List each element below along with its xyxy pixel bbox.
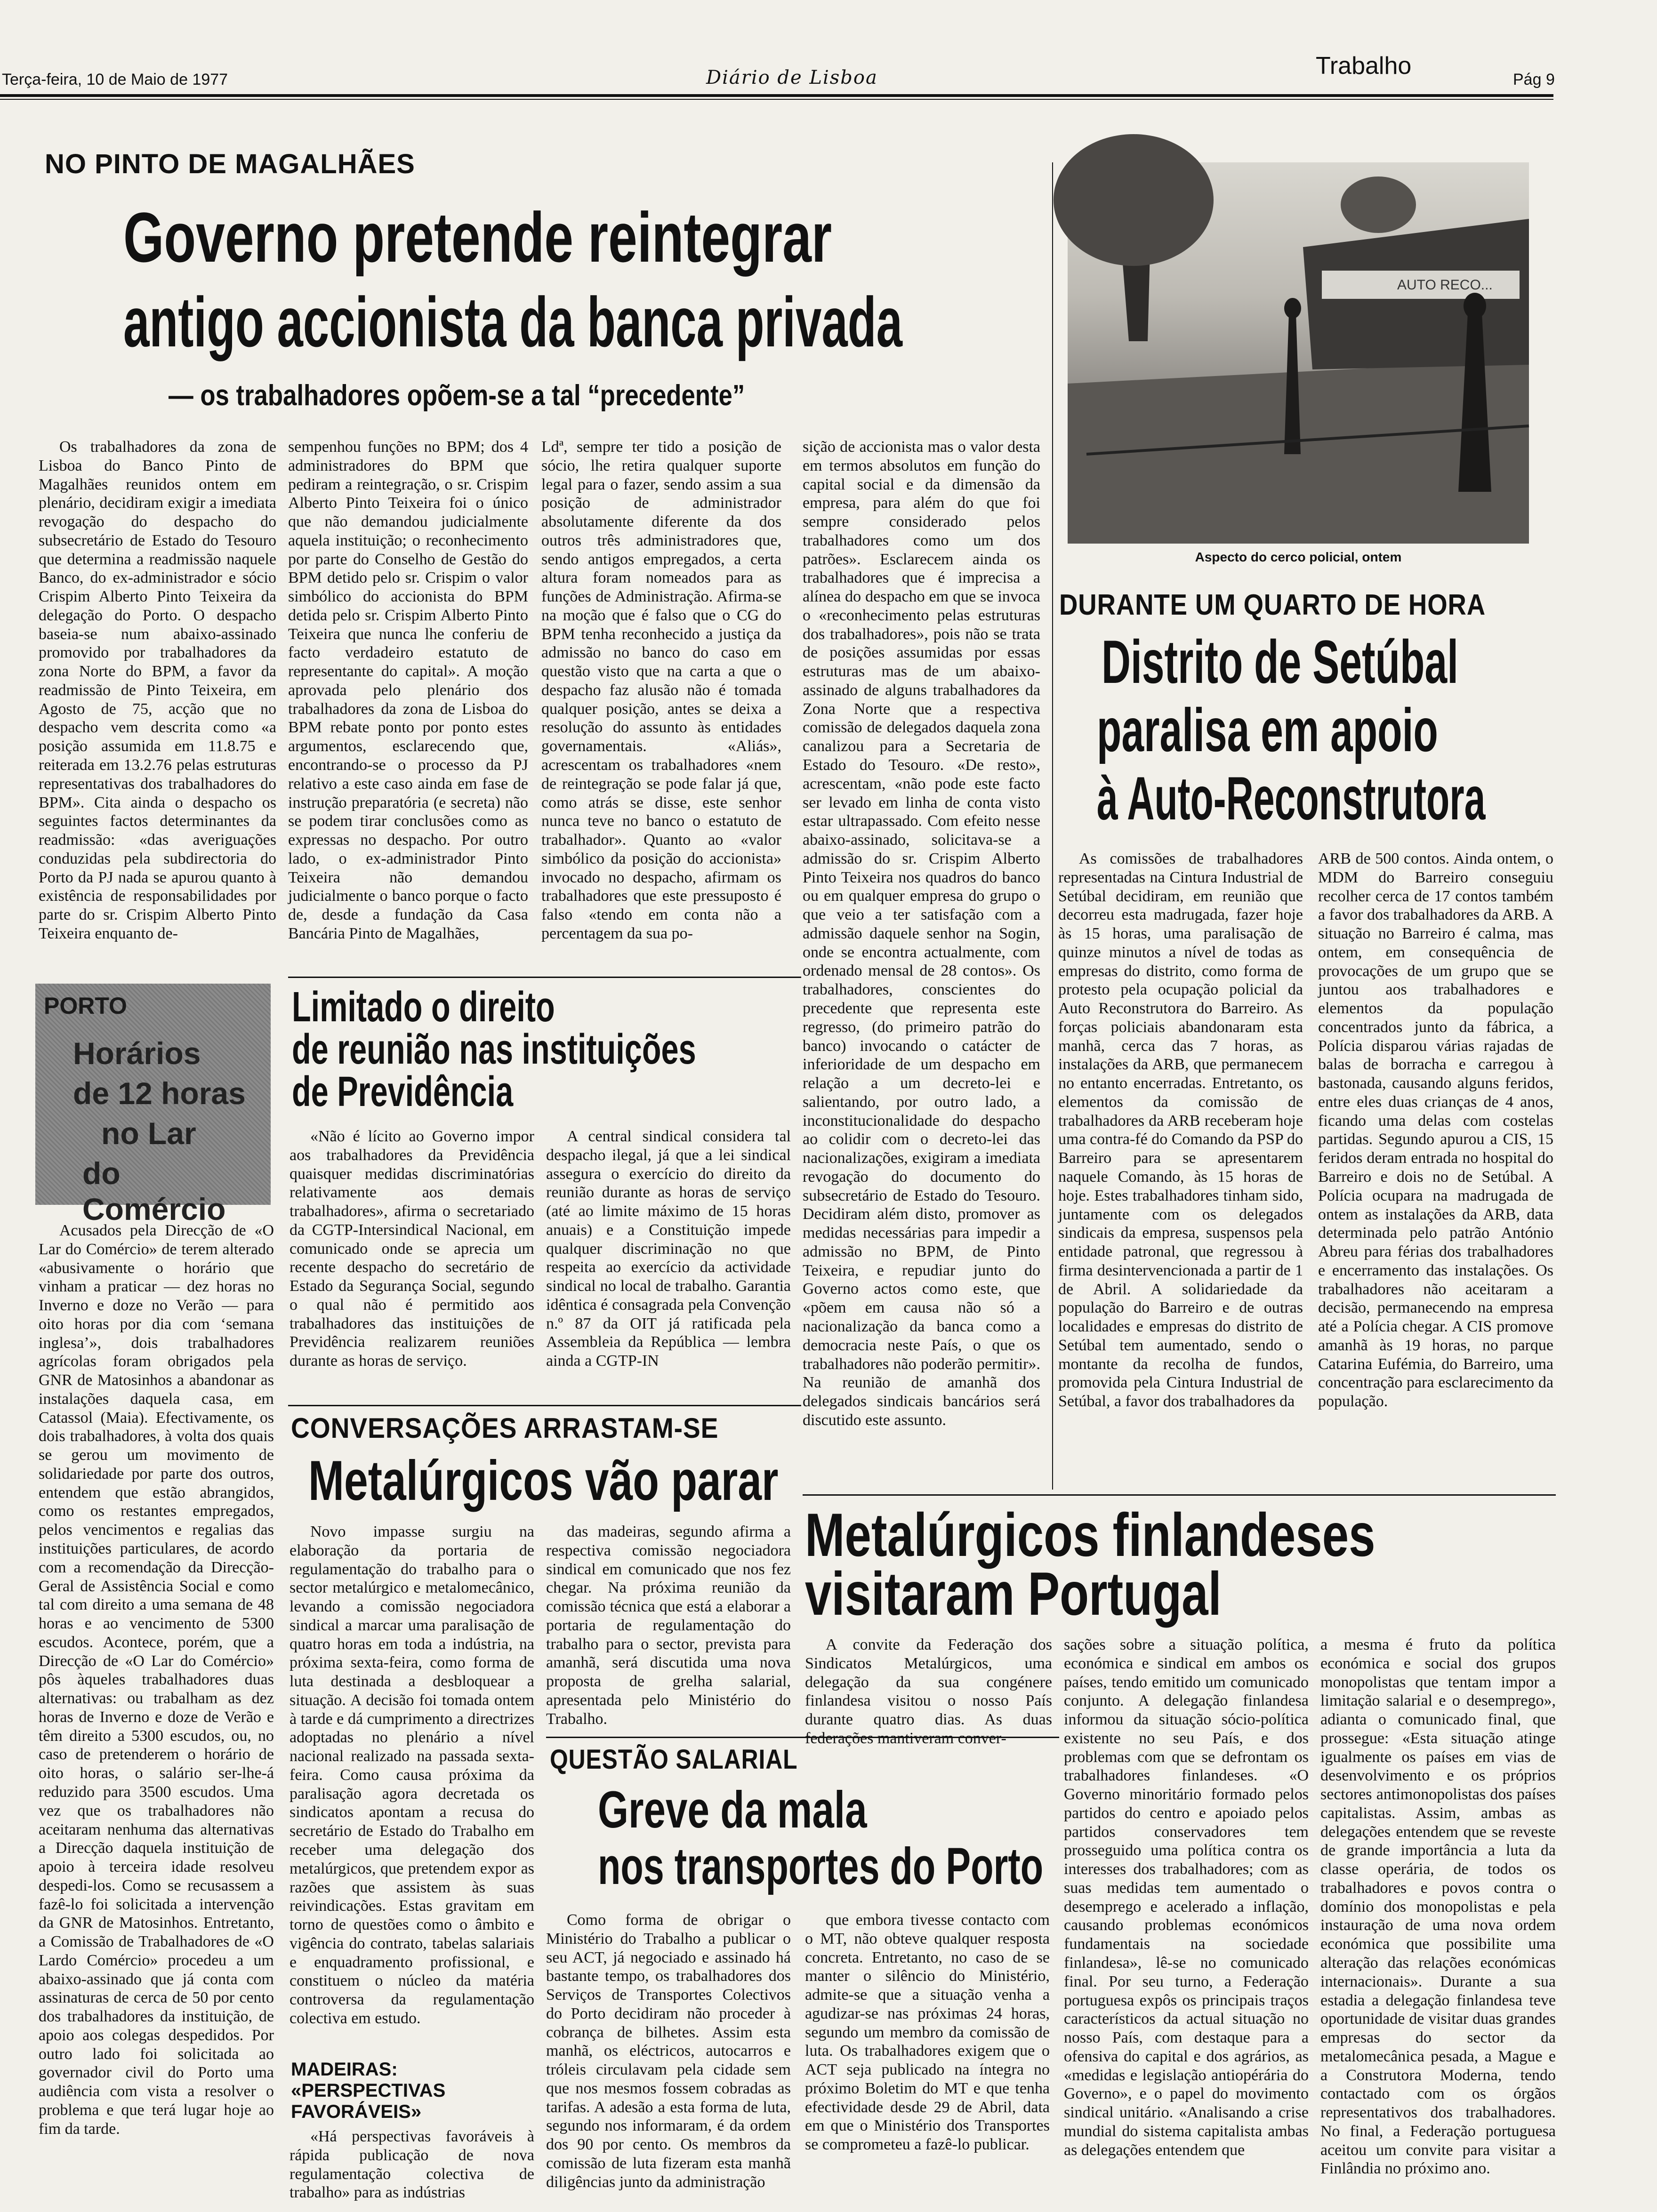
- metal-subhead: MADEIRAS: «PERSPECTIVAS FAVORÁVEIS»: [291, 2059, 446, 2122]
- setubal-column-2: ARB de 500 contos. Ainda ontem, o MDM do Barreiro conseguiu recolher cerca de 17 contos também a favor dos trabalhadores da ARB. A situação no Barreiro é calma, mas ontem, em consequência de provocações de um grupo que se juntou aos trabalhadores e elementos da população concentrados junto da fábrica, a Polícia disparou várias rajadas de balas de borracha e carregou à bastonada, causando alguns feridos, entre eles duas crianças de 4 anos, ficando uma delas com costelas partidas. Segundo apurou a CIS, 15 feridos deram entrada no hospital do Barreiro e dois no de Setúbal. A Polícia ocupara na madrugada de ontem as instalações da ARB, data determinada pelo patrão António Abreu para férias dos trabalhadores e encerramento das instalações. Os trabalhadores não aceitaram a decisão, permanecendo na empresa até a Polícia chegar. A CIS promove amanhã às 19 horas, no parque Catarina Eufémia, do Barreiro, uma concentração para esclarecimento da população.: [1318, 850, 1553, 1411]
- mala-headline-line2: nos transportes do Porto: [598, 1837, 1044, 1895]
- story1-subtitle: — os trabalhadores opõem-se a tal “precedente”: [169, 379, 745, 412]
- photo-figure-1: [1284, 313, 1301, 454]
- porto-title-1: Horários: [73, 1036, 201, 1071]
- story1-column-2: sempenhou funções no BPM; dos 4 administradores do BPM que pediram a reintegração, o sr. Crispim Alberto Pinto Teixeira foi o único que não demandou judicialmente aquela instituição; o reconhecimento por parte do Conselho de Gestão do BPM detido pelo sr. Crispim o valor simbólico do accionista do BPM detida pelo sr. Crispim Alberto Pinto Teixeira que nunca lhe conferiu de facto verdadeiro estatuto de representante do capital». A moção aprovada pelo plenário dos trabalhadores da zona de Lisboa do BPM rebate ponto por ponto estes argumentos, esclarecendo que, encontrando-se o processo da PJ relativo a este caso ainda em fase de instrução preparatória (e secreta) não se podem tirar conclusões como as expressas no despacho. Por outro lado, o ex-administrador Pinto Teixeira não demandou judicialmente o banco porque o facto de, desde a fundação da Casa Bancária Pinto de Magalhães,: [288, 438, 528, 942]
- finland-column-1: A convite da Federação dos Sindicatos Metalúrgicos, uma delegação da sua congénere finlandesa visitou o nosso País durante quatro dias. As duas federações mantiveram conver-: [805, 1636, 1052, 1747]
- police-cordon-photo: [1068, 162, 1529, 544]
- porto-title-2: de 12 horas: [73, 1076, 246, 1111]
- mala-headline-line1: Greve da mala: [598, 1781, 867, 1839]
- photo-tree-canopy-2: [1341, 176, 1416, 233]
- photo-caption: Aspecto do cerco policial, ontem: [1195, 550, 1402, 564]
- story1-column-4: sição de accionista mas o valor desta em termos absolutos em função do capital social e da dimensão da empresa, para além do que foi sempre considerado pelos trabalhadores como um dos patrões». Esclarecem ainda os trabalhadores que é imprecisa a alínea do despacho em que se invoca o «reconhecimento pelas estruturas dos trabalhadores», pois não se trata de posições assumidas por essas estruturas mas de um abaixo-assinado de alguns trabalhadores da Zona Norte que a respectiva comissão de delegados daquela zona canalizou para a Secretaria de Estado do Tesouro. «De resto», acrescentam, «não pode este facto ser levado em linha de conta visto estar ultrapassado. Com efeito nesse abaixo-assinado, solicitava-se a admissão do sr. Crispim Alberto Pinto Teixeira nos quadros do banco ou em qualquer empresa do grupo o que veio a ter satisfação com a admissão daquele senhor na Sogin, onde se encontra actualmente, com ordenado mensal de 28 contos». Os trabalhadores, conscientes do precedente que representa este regresso, (do primeiro patrão do banco) invocando o catácter de inferioridade de um despacho em relação a um decreto-lei e salientando, por outro lado, a inconstitucionalidade do despacho ao colidir com o decreto-lei das nacionalizações, exigiram a imediata revogação do documento do subsecretário de Estado do Tesouro. Decidiram além disto, promover as medidas necessárias para impedir a admissão no BPM, de Pinto Teixeira, e repudiar junto do Governo actos como este, que «põem em causa não só a nacionalização da banca como a democracia neste País, o que os trabalhadores não poderão permitir». Na reunião de amanhã dos delegados sindicais bancários será discutido este assunto.: [803, 438, 1040, 1429]
- story1-headline-line1: Governo pretende reintegrar: [123, 198, 832, 277]
- column-rule: [1052, 162, 1053, 1490]
- porto-label: PORTO: [44, 993, 127, 1019]
- mala-column-2: que embora tivesse contacto com o MT, não obteve qualquer resposta concreta. Entretanto, no caso de se manter o silêncio do Ministério, admite-se que a situação venha a agudizar-se nas próximas 24 horas, segundo um membro da comissão de luta. Os trabalhadores exigem que o ACT seja publicado na íntegra no próximo Boletim do MT e que tenha efectividade desde 29 de Abril, data em que o Ministério dos Transportes se comprometeu a fazê-lo publicar.: [805, 1911, 1050, 2154]
- finland-headline-line1: Metalúrgicos finlandeses: [805, 1500, 1375, 1569]
- photo-sign-text: AUTO RECO...: [1397, 277, 1493, 293]
- reuniao-column-2: A central sindical considera tal despacho ilegal, já que a lei sindical assegura o exercício do direito da reunião durante as horas de serviço (até ao limite máximo de 15 horas anuais) e a Constituição impede qualquer discriminação no que respeita ao exercício da actividade sindical no local de trabalho. Garantia idêntica é consagrada pela Convenção n.º 87 da OIT já ratificada pela Assembleia da República — lembra ainda a CGTP-IN: [546, 1128, 791, 1370]
- mala-column-1: Como forma de obrigar o Ministério do Trabalho a publicar o seu ACT, já negociado e assinado há bastante tempo, os trabalhadores dos Serviços de Transportes Colectivos do Porto decidiram não proceder à cobrança de bilhetes. Assim esta manhã, os eléctricos, autocarros e tróleis circulavam pela cidade sem que nos mesmos fossem cobradas as tarifas. A adesão a esta forma de luta, segundo nos informaram, é da ordem dos 90 por cento. Os membros da comissão de luta fizeram esta manhã diligências junto da administração: [546, 1911, 791, 2191]
- metal-column-1: Novo impasse surgiu na elaboração da portaria de regulamentação do trabalho para o sector metalúrgico e metalomecânico, levando a comissão negociadora sindical a marcar uma paralisação de quatro horas em toda a indústria, na próxima sexta-feira, como forma de luta destinada a desbloquear a situação. A decisão foi tomada ontem à tarde e dá cumprimento a directrizes adoptadas no plenário a nível nacional realizado na passada sexta-feira. Como causa próxima da paralisação agora decretada os sindicatos apontam a recusa do secretário de Estado do Trabalho em receber uma delegação dos metalúrgicos, que pretendem expor as razões que assistem às suas reivindicações. Estas gravitam em torno de questões como o âmbito e vigência do contrato, tabelas salariais e enquadramento profissional, e constituem o núcleo da matéria controversa da regulamentação colectiva em estudo.: [290, 1523, 534, 2027]
- page-number: Pág 9: [1513, 71, 1555, 88]
- metal-kicker: CONVERSAÇÕES ARRASTAM-SE: [291, 1412, 719, 1444]
- photo-scene: [1068, 162, 1529, 544]
- issue-date: Terça-feira, 10 de Maio de 1977: [2, 71, 228, 88]
- reuniao-rule: [288, 977, 801, 978]
- photo-figure-1-head: [1284, 298, 1301, 319]
- photo-figure-2-head: [1464, 293, 1486, 319]
- story1-headline-line2: antigo accionista da banca privada: [123, 282, 902, 361]
- setubal-kicker: DURANTE UM QUARTO DE HORA: [1059, 589, 1486, 621]
- porto-column: Acusados pela Direcção de «O Lar do Comércio» de terem alterado «abusivamente o horário que vinham a praticar — dez horas no Inverno e doze no Verão — para oito horas por dia com ‘semana inglesa’», dois trabalhadores agrícolas foram obrigados pela GNR de Matosinhos a abandonar as instalações daquela casa, em Catassol (Maia). Efectivamente, os dois trabalhadores, à volta dos quais se gerou um movimento de solidariedade por parte dos outros, entendem que estão abrangidos, como os restantes empregados, pelos vencimentos e regalias das instituições particulares, de acordo com a recomendação da Direcção-Geral de Assistência Social e como tal com direito a uma semana de 48 horas e ao vencimento de 5300 escudos. Acontece, porém, que a Direcção de «O Lar do Comércio» pôs àqueles trabalhadores duas alternativas: ou trabalham as dez horas de Inverno e doze de Verão e têm direito a 5300 escudos, ou, no caso de pretenderem o horário de oito horas, o salário ser-lhe-á reduzido para 3500 escudos. Uma vez que os trabalhadores não aceitaram nenhuma das alternativas a Direcção daquela instituição de apoio à terceira idade resolveu despedi-los. Como se recusassem a fazê-lo foi solicitada a intervenção da GNR de Matosinhos. Entretanto, a Comissão de Trabalhadores de «O Lardo Comércio» procedeu a um abaixo-assinado que já conta com assinaturas de cerca de 50 por cento dos trabalhadores da instituição, de apoio aos colegas despedidos. Por outro lado foi solicitada ao governador civil do Porto uma audiência com vista a resolver o problema e que terá lugar hoje ao fim da tarde.: [39, 1222, 274, 2138]
- story1-kicker: NO PINTO DE MAGALHÃES: [45, 149, 415, 179]
- mala-kicker: QUESTÃO SALARIAL: [550, 1744, 798, 1775]
- finland-column-2: sações sobre a situação política, económica e sindical em ambos os países, tendo emitido um comunicado conjunto. A delegação finlandesa informou da situação sócio-política existente no seu País, e dos problemas com que se defrontam os trabalhadores finlandeses. «O Governo minoritário formado pelos partidos do centro e apoiado pelos partidos conservadores tem prosseguido uma política contra os interesses dos trabalhadores; com as suas medidas tem aumentado o desemprego e acelerado a inflação, causando problemas económicos fundamentais na sociedade finlandesa», lê-se no comunicado final. Por seu turno, a Federação portuguesa expôs os principais traços característicos da actual situação no nosso País, com destaque para a ofensiva do capital e dos agrários, as «medidas e legislação antiopérária do Governo», e o papel do movimento sindical unitário. «Analisando a crise mundial do sistema capitalista ambas as delegações entendem que: [1064, 1636, 1309, 2159]
- metal-rule: [288, 1405, 801, 1406]
- reuniao-headline-line3: de Previdência: [292, 1068, 514, 1115]
- header-rule: [0, 94, 1553, 97]
- story1-column-3: Ldª, sempre ter tido a posição de sócio, lhe retira qualquer suporte legal para o fazer, sendo assim a sua posição de administrador absolutamente diferente da dos outros três administradores que, sendo antigos empregados, a certa altura foram nomeados para as funções de Administração. Afirma-se na moção que é falso que o CG do BPM tenha reconhecido a justiça da admissão no banco do caso em questão visto que na carta a que o despacho faz alusão não é tomada qualquer posição, antes se deixa a resolução do assunto às entidades governamentais. «Aliás», acrescentam os trabalhadores «nem de reintegração se pode falar já que, como atrás se disse, este senhor nunca teve no banco o estatuto de trabalhador». Quanto ao «valor simbólico da posição do accionista» invocado no despacho, afirmam os trabalhadores que este pressuposto é falso «tendo em conta não a percentagem da sua po-: [541, 438, 781, 942]
- porto-graphic: [35, 984, 271, 1226]
- setubal-headline-line3: à Auto-Reconstrutora: [1097, 764, 1486, 833]
- setubal-headline-line2: paralisa em apoio: [1097, 696, 1438, 764]
- masthead: Diário de Lisboa: [706, 67, 878, 88]
- setubal-column-1: As comissões de trabalhadores representadas na Cintura Industrial de Setúbal decidiram, em reunião que decorreu esta madrugada, fazer hoje às 15 horas, uma paralisação de quinze minutos a nível de todas as empresas do distrito, como forma de protesto pela ocupação policial da Auto Reconstrutora do Barreiro. As forças policiais abandonaram esta manhã, cerca das 7 horas, as instalações da ARB, que permanecem no entanto encerradas. Entretanto, os elementos da comissão de trabalhadores da ARB receberam hoje uma contra-fé do Comando da PSP do Barreiro para se apresentarem naquele Comando, às 15 horas de hoje. Estes trabalhadores tinham sido, juntamente com os delegados sindicais da empresa, suspensos pela entidade patronal, que regressou à firma desintervencionada a partir de 1 de Abril. A solidariedade da população do Barreiro e de outras localidades e empresas do distrito de Setúbal tem aumentado, sendo o montante da recolha de fundos, promovida pela Cintura Industrial de Setúbal, a favor dos trabalhadores da: [1058, 850, 1303, 1411]
- header-rule-thin: [0, 99, 1553, 100]
- metal-column-2: das madeiras, segundo afirma a respectiva comissão negociadora sindical em comunicado que nos fez chegar. Na próxima reunião da comissão técnica que está a elaborar a portaria de regulamentação do trabalho para o sector, prevista para amanhã, será discutida uma nova proposta de grelha salarial, apresentada pelo Ministério do Trabalho.: [546, 1523, 791, 1728]
- photo-tree-canopy: [1054, 134, 1214, 266]
- story1-column-1: Os trabalhadores da zona de Lisboa do Banco Pinto de Magalhães reunidos ontem em plenário, decidiram exigir a imediata revogação do despacho do subsecretário de Estado do Tesouro que determina a readmissão naquele Banco, do ex-administrador e sócio Crispim Alberto Pinto Teixeira da delegação do Porto. O despacho baseia-se num abaixo-assinado promovido por trabalhadores da zona Norte do BPM, a favor da readmissão de Pinto Teixeira, em Agosto de 75, acção que no despacho vem descrita como «a posição assumida em 11.8.75 e reiterada em 13.2.76 pelas estruturas representativas dos trabalhadores do BPM». Cita ainda o despacho os seguintes factos determinantes da readmissão: «das averiguações conduzidas pela subdirectoria do Porto da PJ nada se apurou quanto à existência de responsabilidades por parte do sr. Crispim Alberto Pinto Teixeira enquanto de-: [39, 438, 276, 942]
- section-title: Trabalho: [1316, 52, 1412, 80]
- reuniao-headline-line1: Limitado o direito: [292, 984, 555, 1031]
- porto-title-4: do Comércio: [82, 1156, 226, 1226]
- finland-column-3: a mesma é fruto da política económica e social dos grupos monopolistas que tentam impor a limitação salarial e o desemprego», adianta o comunicado final, que prossegue: «Esta situação atinge igualmente os países em vias de desenvolvimento e os próprios sectores antimonopolistas dos países capitalistas. Assim, ambas as delegações entendem que se reveste de grande importância a luta da classe operária, de todos os trabalhadores e povos contra o domínio dos monopolistas e pela instauração de uma nova ordem económica que possibilite uma alteração das relações económicas internacionais». Durante a sua estadia a delegação finlandesa teve oportunidade de visitar duas grandes empresas do sector da metalomecânica pesada, a Mague e a Construtora Moderna, tendo contactado com os órgãos representativos dos trabalhadores. No final, a Federação portuguesa aceitou um convite para visitar a Finlândia no próximo ano.: [1320, 1636, 1556, 2178]
- reuniao-column-1: «Não é lícito ao Governo impor aos trabalhadores da Previdência quaisquer medidas discriminatórias relativamente aos demais trabalhadores», afirma o secretariado da CGTP-Intersindical Nacional, em comunicado onde se aprecia um recente despacho do secretário de Estado da Segurança Social, segundo o qual não é permitido aos trabalhadores das instituições de Previdência realizarem reuniões durante as horas de serviço.: [290, 1128, 534, 1370]
- metal-column-1b: «Há perspectivas favoráveis à rápida publicação de nova regulamentação colectiva de trabalho» para as indústrias: [290, 2128, 534, 2202]
- metal-headline: Metalúrgicos vão parar: [308, 1449, 779, 1512]
- finland-headline-line2: visitaram Portugal: [805, 1559, 1222, 1628]
- porto-title-3: no Lar: [101, 1116, 196, 1151]
- reuniao-headline-line2: de reunião nas instituições: [292, 1026, 696, 1073]
- setubal-headline-line1: Distrito de Setúbal: [1102, 627, 1458, 696]
- finland-rule: [803, 1494, 1556, 1496]
